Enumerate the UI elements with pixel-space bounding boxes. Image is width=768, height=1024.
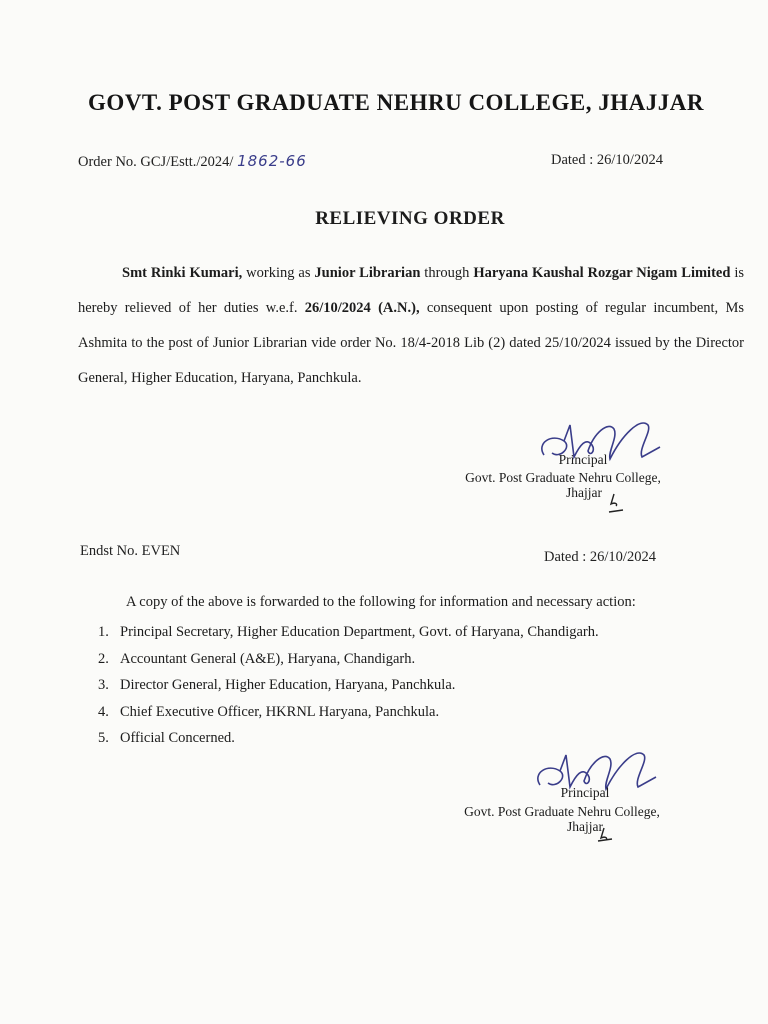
- body-text-1: working as: [242, 265, 315, 281]
- list-number: 3.: [98, 677, 109, 693]
- initial-mark-icon: [596, 826, 616, 844]
- order-number: [78, 152, 307, 171]
- initial-mark-icon: [606, 492, 626, 516]
- body-text-3: is hereby relieved of her duties w.e.f.: [78, 265, 745, 316]
- endorsement-number: Endst No. EVEN: [80, 543, 181, 559]
- order-number-handwritten: 1862-66: [237, 152, 307, 170]
- list-number: 1.: [98, 624, 109, 640]
- signature-principal-1: Principal: [558, 452, 608, 467]
- signature-principal-2: Principal: [560, 785, 610, 800]
- list-text: Chief Executive Officer, HKRNL Haryana, Panchkula.: [120, 703, 440, 720]
- endorsement-date: Dated : 26/10/2024: [544, 549, 656, 565]
- copy-forward-intro: A copy of the above is forwarded to the following for information and necessary action:: [126, 594, 636, 610]
- body-text-4: consequent upon posting of regular incumbent, Ms Ashmita to the post of Junior Librarian vide order No. 18/4-2018 Lib (2) dated 25/10/2024 issued by the Director General, Higher Education, Haryana, Panchkula.: [78, 300, 744, 386]
- post-name: Junior Librarian: [314, 265, 421, 281]
- list-item: [98, 730, 599, 757]
- recipient-list: [98, 624, 599, 757]
- order-body: [78, 256, 744, 396]
- list-item: [98, 624, 599, 651]
- document-heading: RELIEVING ORDER: [315, 208, 505, 229]
- list-item: [98, 677, 599, 704]
- list-number: 5.: [98, 730, 109, 746]
- order-paragraph: [78, 256, 744, 396]
- signature-college-1: Govt. Post Graduate Nehru College,: [465, 470, 661, 485]
- list-item: [98, 704, 599, 731]
- order-date: Dated : 26/10/2024: [551, 152, 663, 168]
- college-name-header: GOVT. POST GRADUATE NEHRU COLLEGE, JHAJJAR: [88, 90, 704, 115]
- list-text: Principal Secretary, Higher Education Department, Govt. of Haryana, Chandigarh.: [120, 624, 599, 640]
- relieving-date: 26/10/2024 (A.N.),: [304, 300, 420, 316]
- list-text: Official Concerned.: [120, 730, 235, 746]
- list-text: Accountant General (A&E), Haryana, Chandigarh.: [120, 650, 416, 667]
- list-number: 4.: [98, 703, 109, 720]
- signature-city-2: Jhajjar: [567, 819, 603, 834]
- list-number: 2.: [98, 650, 109, 667]
- signature-block-2: [444, 785, 680, 834]
- body-text-2: through: [420, 265, 474, 281]
- employee-name: Smt Rinki Kumari,: [122, 265, 243, 281]
- list-text: Director General, Higher Education, Haryana, Panchkula.: [120, 677, 456, 693]
- signature-block-1: [448, 452, 678, 500]
- order-number-prefix: Order No. GCJ/Estt./2024/: [78, 154, 234, 170]
- agency-name: Haryana Kaushal Rozgar Nigam Limited: [473, 265, 731, 281]
- list-item: [98, 651, 599, 678]
- signature-city-1: Jhajjar: [566, 485, 602, 500]
- signature-college-2: Govt. Post Graduate Nehru College,: [464, 804, 660, 819]
